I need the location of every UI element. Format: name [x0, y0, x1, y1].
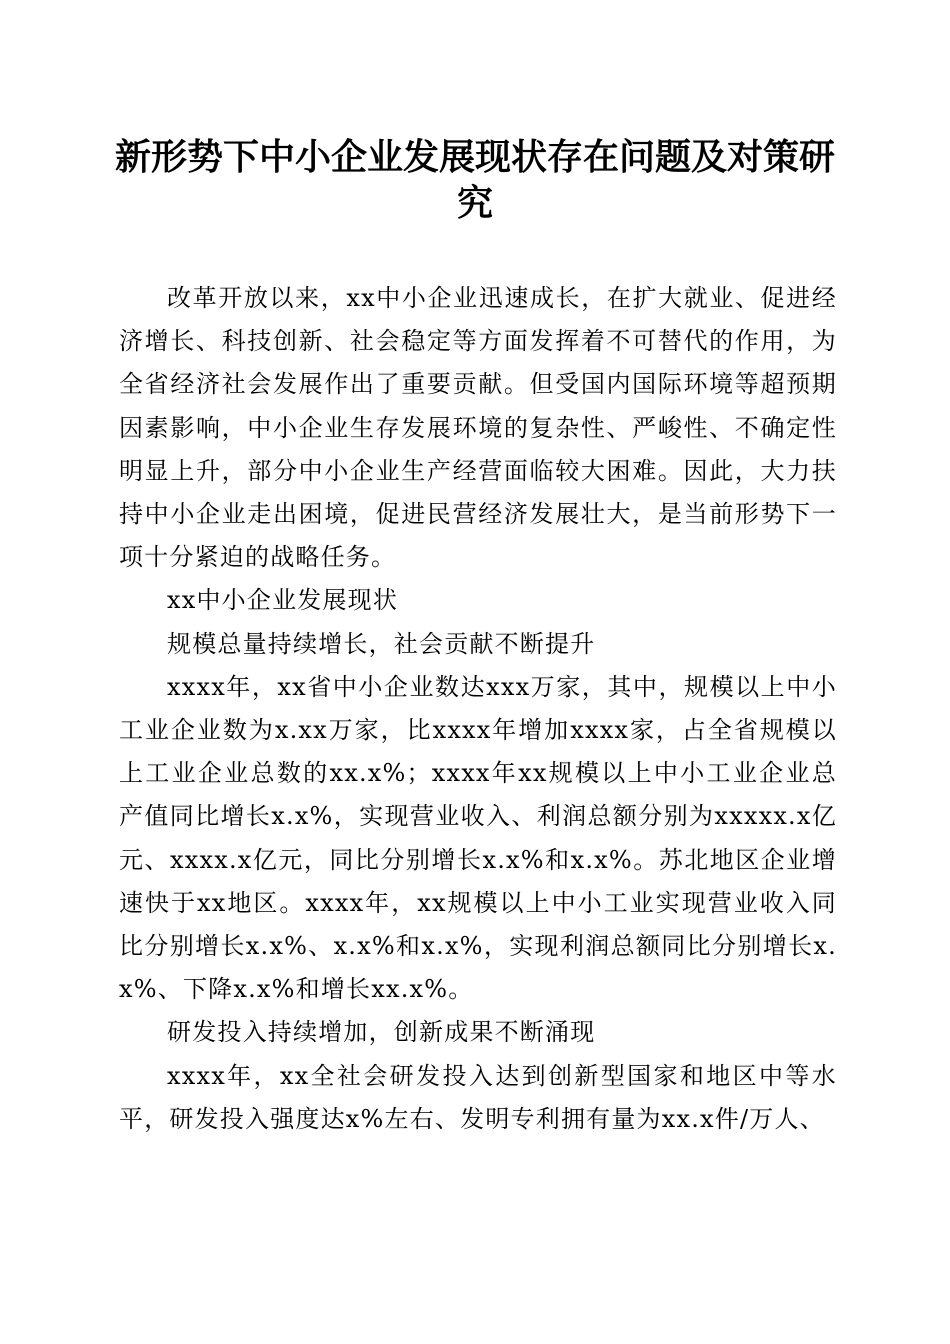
body-paragraph: xxxx年，xx全社会研发投入达到创新型国家和地区中等水平，研发投入强度达x%左右、发明专利拥有量为xx.x件/万人、: [119, 1061, 837, 1133]
section-heading: xx中小企业发展现状: [167, 586, 399, 615]
body-paragraph: xxxx年，xx省中小企业数达xxx万家，其中，规模以上中小工业企业数为x.xx万家，比xxxx年增加xxxx家，占全省规模以上工业企业总数的xx.x%；xxxx年xx规模以上中小工业企业总产值同比增长x.x%，实现营业收入、利润总额分别为xxxxx.x亿元、xxxx.x亿元，同比分别增长x.x%和x.x%。苏北地区企业增速快于xx地区。xxxx年，xx规模以上中小工业实现营业收入同比分别增长x.x%、x.x%和x.x%，实现利润总额同比分别增长x.x%、下降x.x%和增长xx.x%。: [119, 672, 837, 1004]
subsection-heading: 研发投入持续增加，创新成果不断涌现: [167, 1018, 596, 1047]
document-title: 新形势下中小企业发展现状存在问题及对策研究: [114, 136, 835, 224]
subsection-heading: 规模总量持续增长，社会贡献不断提升: [167, 629, 596, 658]
intro-paragraph: 改革开放以来，xx中小企业迅速成长，在扩大就业、促进经济增长、科技创新、社会稳定等方面发挥着不可替代的作用，为全省经济社会发展作出了重要贡献。但受国内国际环境等超预期因素影响，中小企业生存发展环境的复杂性、严峻性、不确定性明显上升，部分中小企业生产经营面临较大困难。因此，大力扶持中小企业走出困境，促进民营经济发展壮大，是当前形势下一项十分紧迫的战略任务。: [119, 284, 837, 572]
document-body: [119, 277, 837, 1141]
